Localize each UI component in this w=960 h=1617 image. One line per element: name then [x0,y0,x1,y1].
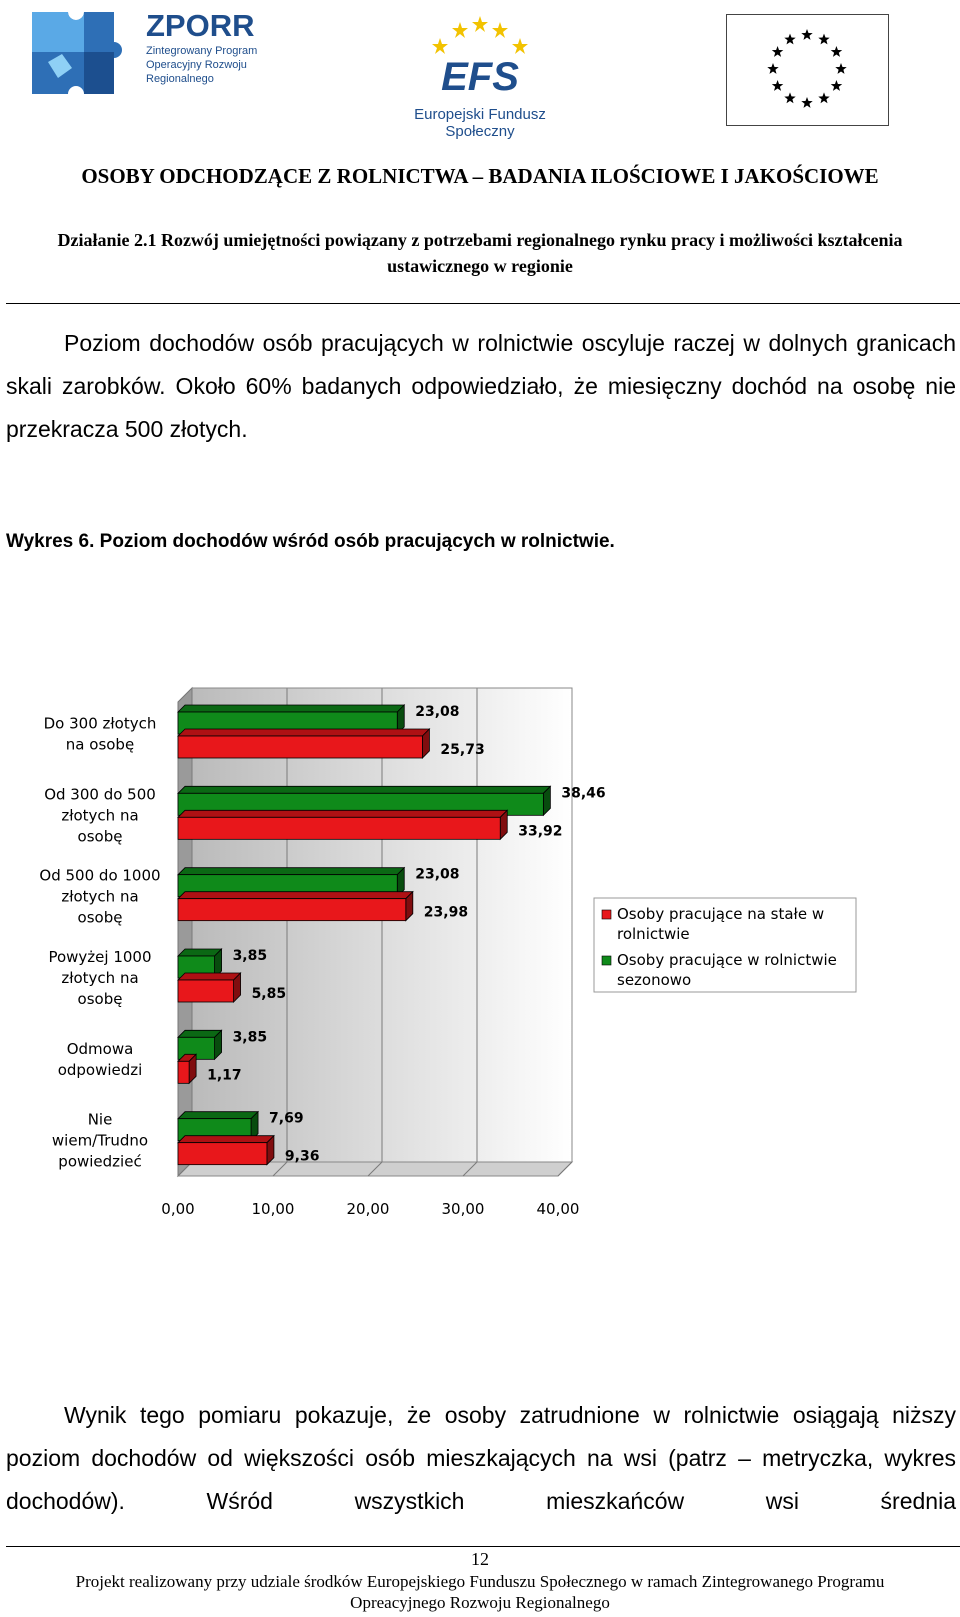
category-label: odpowiedzi [57,1060,143,1079]
eu-star-icon [801,97,812,108]
eu-flag [726,14,889,126]
eu-star-icon [784,34,795,45]
category-label: Nie [87,1110,113,1129]
efs-stars-icon [380,8,580,103]
eu-star-icon [831,46,843,57]
efs-caption: Europejski Fundusz Społeczny [414,106,546,140]
x-tick-label: 0,00 [161,1200,195,1218]
bar-permanent-top [178,973,241,980]
eu-star-icon [772,46,784,57]
legend-swatch [602,910,611,919]
footer-text [0,1571,960,1613]
plot-side-wall [178,688,192,1176]
zporr-title: ZPORR [146,8,255,43]
legend-label: sezonowo [617,971,692,989]
data-label-seasonal: 3,85 [232,948,268,964]
category-label: osobę [77,990,123,1008]
data-label-permanent: 25,73 [440,742,485,758]
paragraph-intro-text: Poziom dochodów osób pracujących w rolnictwie oscyluje raczej w dolnych granicach skali zarobków. Około 60% badanych odpowiedziało, że miesięczny dochód na osobę nie przekracza 500 złotych. [6,330,956,442]
bar-permanent-top [178,892,413,899]
data-label-seasonal: 3,85 [232,1029,268,1046]
eu-star-icon [818,92,829,103]
bar-permanent-top [178,729,429,736]
category-label: Powyżej 1000 [48,948,152,966]
income-chart [0,680,960,1260]
efs-logo [380,8,590,140]
document-action: Działanie 2.1 Rozwój umiejętności powiązany z potrzebami regionalnego rynku pracy i możliwości kształcenia ustawicznego w regionie [57,230,903,276]
bar-permanent [178,1061,189,1083]
eu-star-icon [818,34,829,45]
header-divider [6,303,960,304]
legend-label: Osoby pracujące na stałe w [617,905,825,923]
zporr-subtitle: Zintegrowany Program Operacyjny Rozwoju Regionalnego [146,45,258,85]
eu-star-icon [835,63,846,74]
category-label: Do 300 złotych [43,714,157,733]
category-label: osobę [77,827,123,846]
legend-swatch [602,956,611,965]
category-label: Od 300 do 500 [44,785,156,804]
footer-line-2: Opreacyjnego Rozwoju Regionalnego [350,1593,610,1612]
paragraph-result-text: Wynik tego pomiaru pokazuje, że osoby zatrudnione w rolnictwie osiągają niższy poziom dochodów od większości osób mieszkających na wsi (patrz – metryczka, wykres dochodów). Wśród wszystkich mieszkańców wsi średnia [6,1402,956,1514]
bar-seasonal-top [178,1030,222,1037]
data-label-seasonal: 23,08 [415,704,460,720]
x-tick-label: 20,00 [346,1200,390,1218]
footer-line-1: Projekt realizowany przy udziale środków Europejskiego Funduszu Społecznego w ramach Zintegrowanego Programu [75,1572,885,1591]
data-label-seasonal: 38,46 [561,785,606,802]
category-label: złotych na [61,969,139,987]
legend-label: rolnictwie [617,925,690,943]
header-logos [0,0,960,140]
document-title: OSOBY ODCHODZĄCE Z ROLNICTWA – BADANIA ILOŚCIOWE I JAKOŚCIOWE [81,164,879,188]
bar-seasonal-top [178,705,404,712]
bar-permanent [178,1143,267,1165]
category-label: powiedzieć [58,1152,142,1171]
page-number: 12 [471,1549,489,1569]
eu-star-icon [784,92,795,103]
footer-divider [6,1546,960,1547]
x-tick-label: 10,00 [251,1200,295,1218]
bar-permanent-top [178,810,507,817]
data-label-seasonal: 7,69 [269,1110,304,1127]
bar-seasonal-top [178,949,222,956]
bar-permanent [178,817,500,839]
category-label: wiem/Trudno [51,1131,149,1150]
bar-permanent [178,736,422,758]
paragraph-intro [6,322,956,451]
data-label-permanent: 9,36 [284,1148,320,1165]
x-tick-label: 30,00 [441,1200,485,1218]
bar-seasonal-top [178,868,404,875]
bar-seasonal-top [178,1112,258,1119]
data-label-permanent: 5,85 [251,986,287,1002]
efs-mark: EFS [441,55,519,99]
eu-stars-icon [727,15,888,125]
paragraph-result [6,1394,956,1523]
category-label: Odmowa [66,1039,134,1058]
category-label: złotych na [61,887,139,906]
data-label-seasonal: 23,08 [415,866,460,883]
x-tick-label: 40,00 [536,1200,580,1218]
bar-seasonal-top [178,786,550,793]
category-label: osobę [77,908,123,927]
bar-permanent [178,980,234,1002]
eu-star-icon [772,80,784,91]
bar-permanent [178,899,406,921]
data-label-permanent: 33,92 [518,823,563,840]
category-label: Od 500 do 1000 [39,866,161,885]
eu-star-icon [801,29,812,40]
puzzle-icon [28,2,138,102]
eu-star-icon [767,63,778,74]
figure-caption: Wykres 6. Poziom dochodów wśród osób pracujących w rolnictwie. [6,531,615,552]
eu-star-icon [831,80,843,91]
legend [594,898,856,992]
category-label: na osobę [65,735,135,754]
zporr-logo [28,2,268,102]
data-label-permanent: 1,17 [207,1067,242,1084]
legend-label: Osoby pracujące w rolnictwie [617,951,837,969]
data-label-permanent: 23,98 [423,904,469,921]
plot-background [178,688,572,1176]
bar-permanent-top [178,1136,274,1143]
category-label: złotych na [61,806,139,825]
